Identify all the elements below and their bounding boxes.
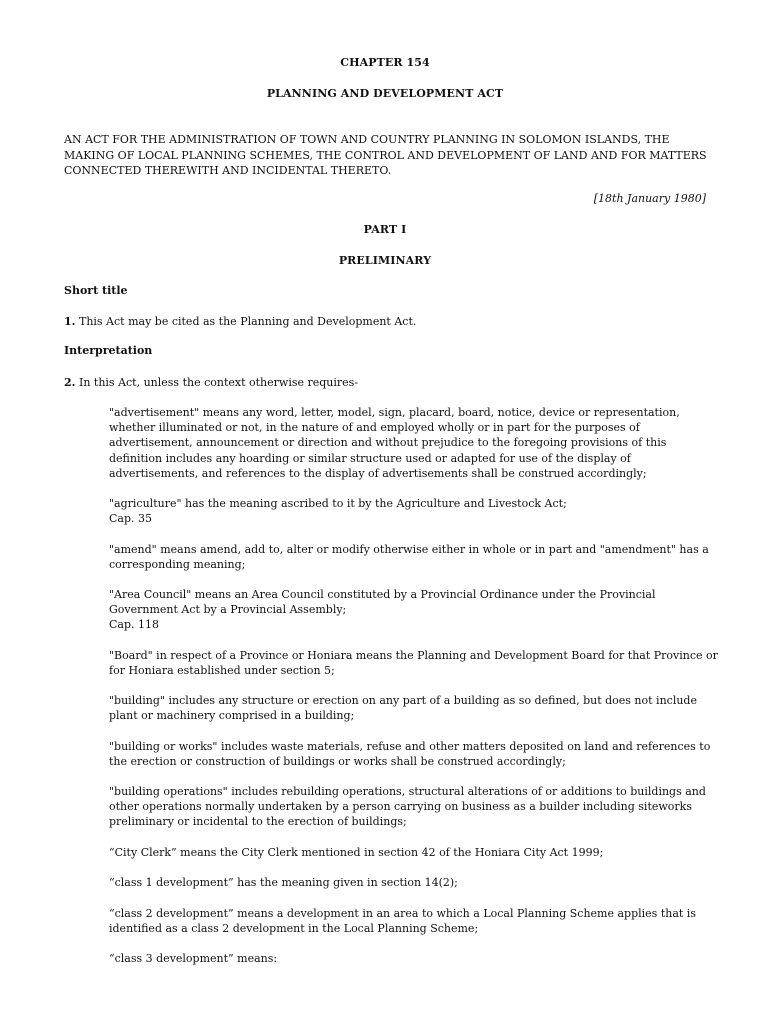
definition-agriculture-text: "agriculture" has the meaning ascribed to it by the Agriculture and Livestock Act; [109,497,567,510]
definition-agriculture [109,496,719,526]
definition-building-operations: "building operations" includes rebuilding operations, structural alterations of or additions to buildings and other operations normally undertaken by a person carrying on business as a builder including siteworks preliminary or incidental to the erection of buildings; [109,785,706,829]
part-number: PART I [363,223,407,236]
section-2 [64,375,714,390]
part-name: PRELIMINARY [338,254,432,267]
section-1 [64,314,714,329]
definition-building-or-works: "building or works" includes waste materials, refuse and other matters deposited on land and references to the erection or construction of buildings or works shall be construed accordingly; [109,740,711,769]
commencement-date: [18th January 1980] [593,192,706,205]
long-title: AN ACT FOR THE ADMINISTRATION OF TOWN AND COUNTRY PLANNING IN SOLOMON ISLANDS, THE MAKING OF LOCAL PLANNING SCHEMES, THE CONTROL AND DEVELOPMENT OF LAND AND FOR MATTERS CONNECTED THEREWITH AND INCIDENTAL THERETO. [64,133,707,177]
definition-board: "Board" in respect of a Province or Honiara means the Planning and Development Board for that Province or for Honiara established under section 5; [109,649,718,678]
definition-area-council [109,587,719,633]
definition-building: "building" includes any structure or erection on any part of a building as so defined, but does not include plant or machinery comprised in a building; [109,694,697,723]
section-1-number: 1. [64,315,76,328]
definition-class-3-development: “class 3 development” means: [109,952,278,965]
definition-city-clerk: “City Clerk” means the City Clerk mentioned in section 42 of the Honiara City Act 1999; [109,846,604,859]
section-2-number: 2. [64,376,76,389]
definition-amend: "amend" means amend, add to, alter or modify otherwise either in whole or in part and "amendment" has a corresponding meaning; [109,543,709,572]
definition-class-1-development: “class 1 development” has the meaning given in section 14(2); [109,876,458,889]
chapter-heading: CHAPTER 154 [340,56,430,69]
act-name-heading: PLANNING AND DEVELOPMENT ACT [266,87,504,100]
definition-agriculture-cap-ref: Cap. 35 [109,512,153,526]
section-1-text: This Act may be cited as the Planning and Development Act. [75,315,417,328]
definition-class-2-development: “class 2 development” means a development in an area to which a Local Planning Scheme applies that is identified as a class 2 development in the Local Planning Scheme; [109,907,696,936]
definition-area-council-cap-ref: Cap. 118 [109,618,160,632]
interpretation-heading: Interpretation [64,344,153,357]
definition-advertisement: "advertisement" means any word, letter, model, sign, placard, board, notice, device or representation, whether illuminated or not, in the nature of and employed wholly or in part for the purposes of advertisement, announcement or direction and without prejudice to the foregoing provisions of this definition includes any hoarding or similar structure used or adapted for use of the display of advertisements, and references to the display of advertisements shall be construed accordingly; [109,406,680,480]
section-2-text: In this Act, unless the context otherwise requires- [75,376,359,389]
definition-area-council-text: "Area Council" means an Area Council constituted by a Provincial Ordinance under the Provincial Government Act by a Provincial Assembly; [109,588,656,617]
short-title-heading: Short title [64,284,128,297]
